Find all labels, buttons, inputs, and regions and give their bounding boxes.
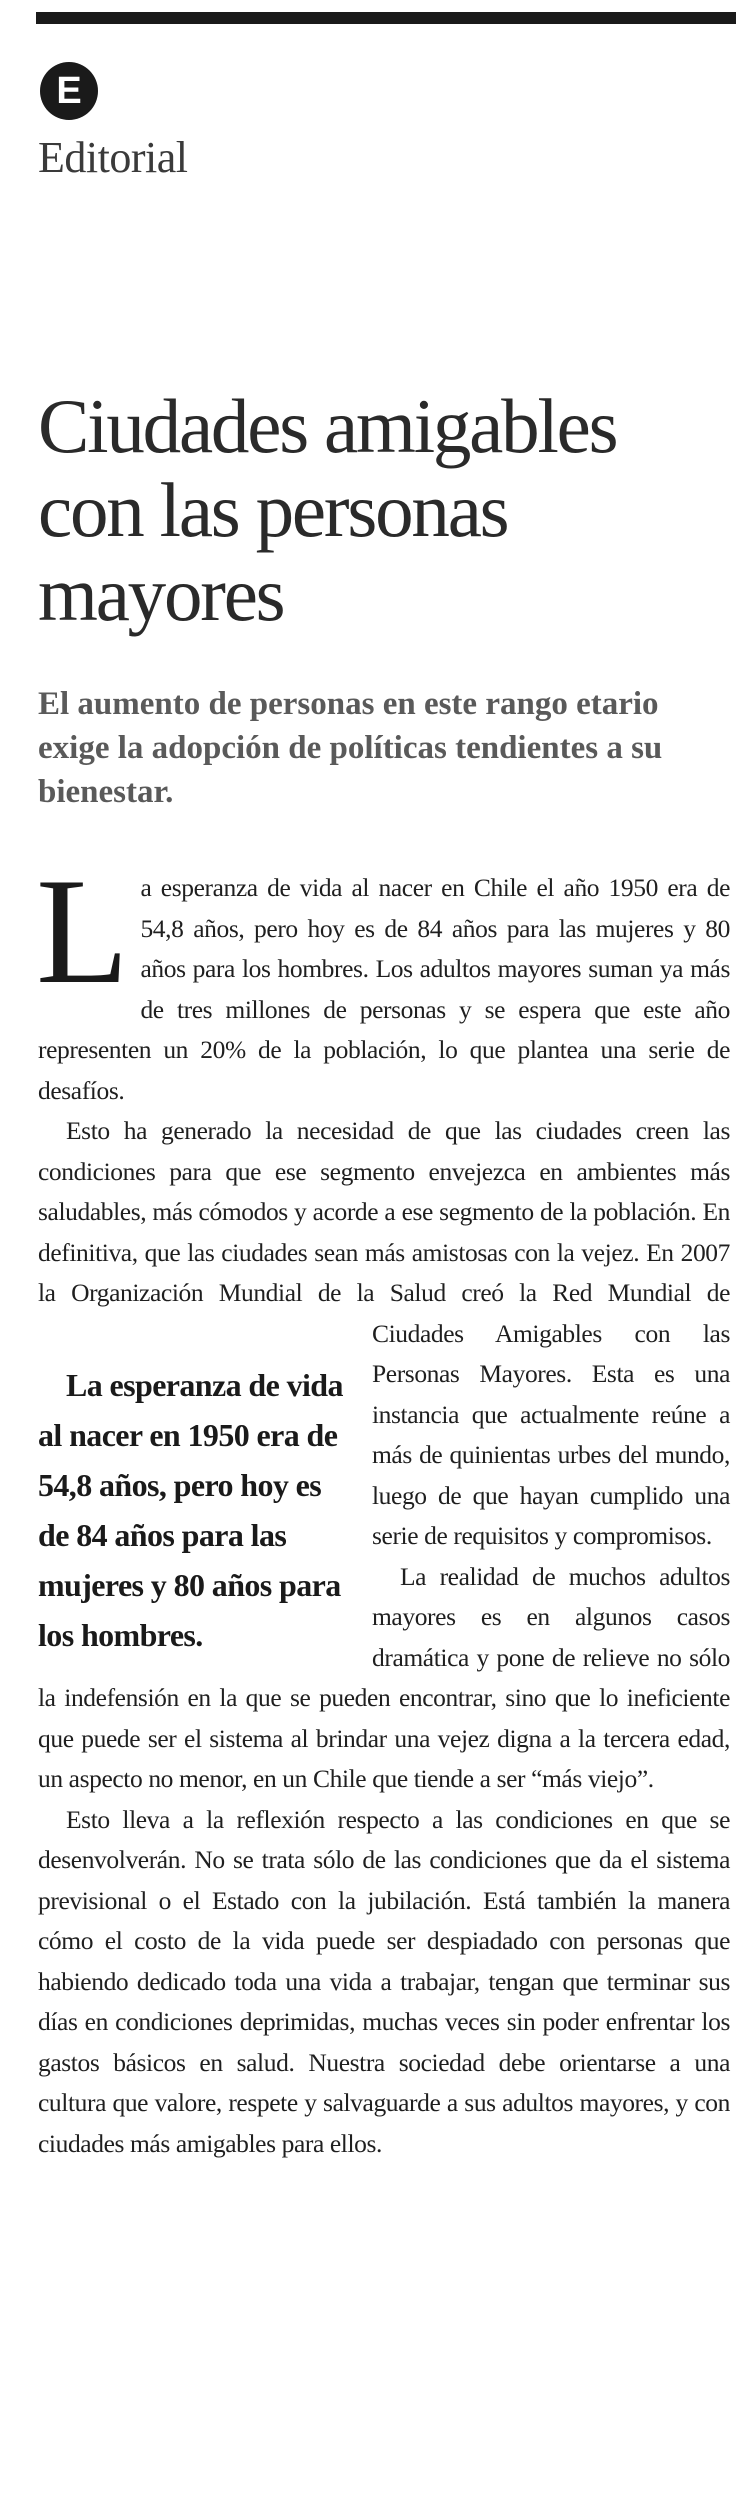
headline: Ciudades amigables con las personas mayores	[38, 383, 617, 637]
paragraph-3: La realidad de muchos adultos mayores es en algunos casos dramática y pone de relieve no sólo la indefensión en la que se pueden encontrar, sino que lo ineficiente que puede ser el sistema al brindar una vejez digna a la tercera edad, un aspecto no menor, en un Chile que tiende a ser “más viejo”.	[38, 1561, 730, 1793]
paragraph-2-text-end: Mundial de Ciudades Amigables con las Personas Mayores. Esta es una instancia que actualmente reúne a más de quinientas urbes del mundo, luego de que hayan cumplido una serie de requisitos y compromisos.	[372, 1278, 730, 1550]
subtitle: El aumento de personas en este rango etario exige la adopción de políticas tendientes a su bienestar.	[38, 686, 663, 810]
paragraph-1	[36, 847, 730, 1111]
paragraph-2-text-start: Esto ha generado la necesidad de que las ciudades creen las condiciones para que ese segmento envejezca en ambientes más saludables, más cómodos y acorde a ese segmento de la población. En definitiva, que las ciudades sean más amistosas con la vejez. En 2007 la Organización Mundial de la Salud creó la Red	[38, 1116, 730, 1307]
section-label: Editorial	[38, 133, 188, 182]
pull-quote: La esperanza de vida al nacer en 1950 era de 54,8 años, pero hoy es de 84 años para las mujeres y 80 años para los hombres.	[38, 1366, 343, 1653]
paragraph-1-text: a esperanza de vida al nacer en Chile el año 1950 era de 54,8 años, pero hoy es de 84 años para las mujeres y 80 años para los hombres. Los adultos mayores suman ya más de tres millones de personas y se espera que este año representen un 20% de la población, lo que plantea una serie de desafíos.	[38, 873, 730, 1105]
paragraph-4: Esto lleva a la reflexión respecto a las condiciones en que se desenvolverán. No se trata sólo de las condiciones que da el sistema previsional o el Estado con la jubilación. Está también la manera cómo el costo de la vida puede ser despiadado con personas que habiendo dedicado toda una vida a trabajar, tengan que terminar sus días en condiciones deprimidas, muchas veces sin poder enfrentar los gastos básicos en salud. Nuestra sociedad debe orientarse a una cultura que valore, respete y salvaguarde a sus adultos mayores, y con ciudades más amigables para ellos.	[38, 1804, 730, 2158]
dropcap: L	[36, 847, 129, 1015]
article-body	[36, 847, 730, 2164]
section-badge: E	[40, 62, 98, 120]
top-rule	[36, 12, 736, 24]
paragraph-2	[38, 1111, 730, 1653]
